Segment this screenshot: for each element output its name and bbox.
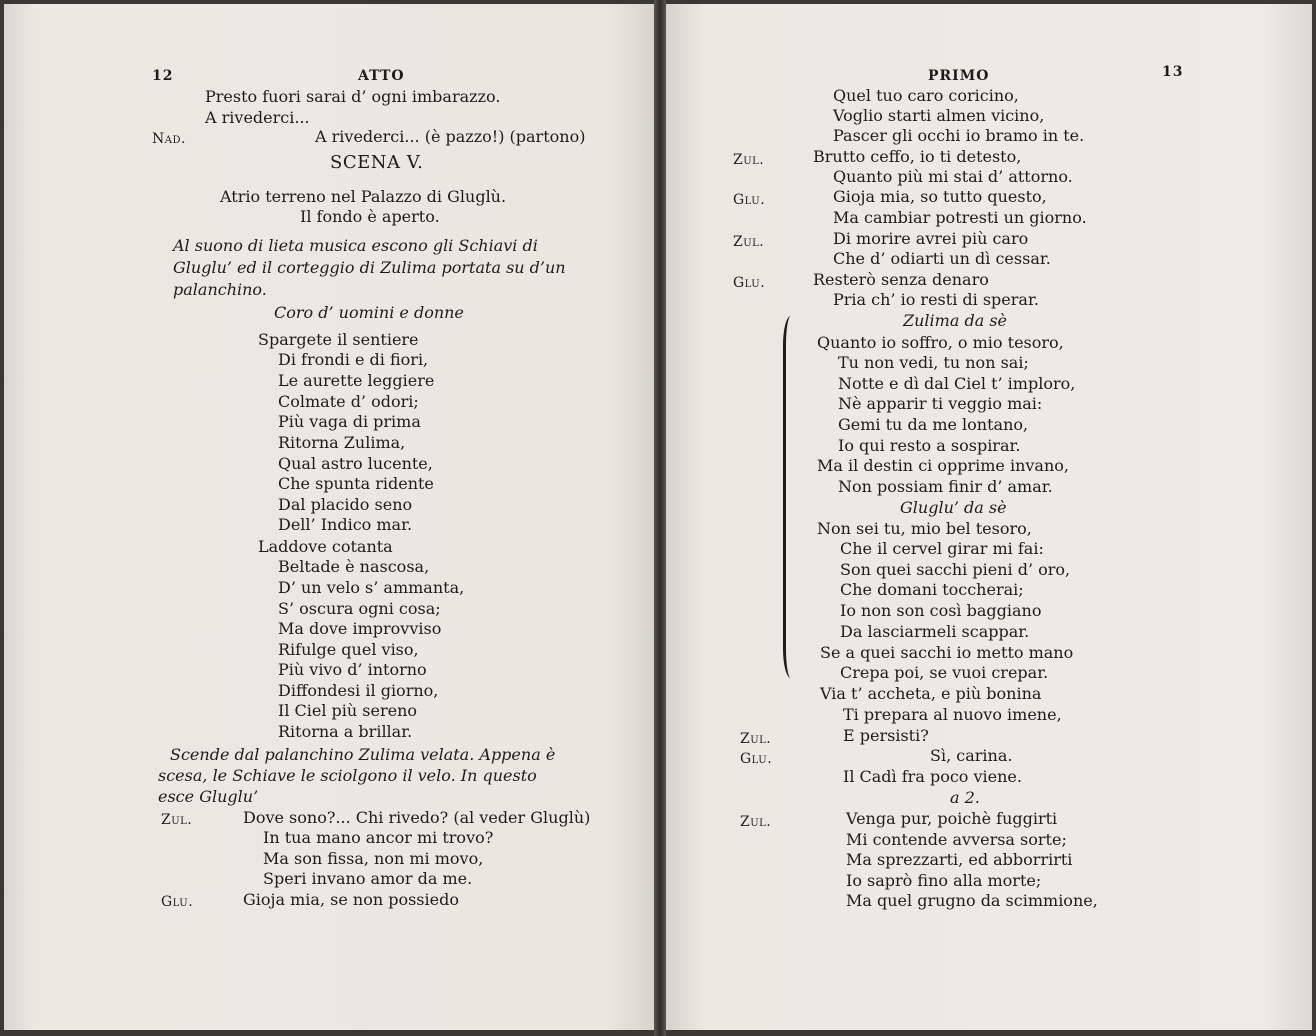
brace-bracket	[783, 316, 796, 678]
verse-line: Io qui resto a sospirar.	[838, 436, 1021, 455]
verse-line: Rifulge quel viso,	[278, 640, 419, 659]
running-head-right: PRIMO	[928, 68, 990, 84]
speaker-label: Zul.	[740, 814, 772, 830]
verse-line: Pascer gli occhi io bramo in te.	[833, 126, 1085, 145]
page-number-left: 12	[152, 68, 174, 84]
aside-heading: Gluglu’ da sè	[900, 498, 1007, 517]
verse-line: Pria ch’ io resti di sperar.	[833, 290, 1039, 309]
stage-direction: scesa, le Schiave le sciolgono il velo. In questo	[158, 766, 537, 785]
verse-line: Presto fuori sarai d’ ogni imbarazzo.	[205, 87, 501, 106]
verse-line: Ma quel grugno da scimmione,	[846, 891, 1098, 910]
speaker-label: Zul.	[740, 731, 772, 747]
verse-line: Quanto più mi stai d’ attorno.	[833, 167, 1073, 186]
running-head-left: ATTO	[358, 68, 405, 84]
verse-line: D’ un velo s’ ammanta,	[278, 578, 465, 597]
page-number-right: 13	[1162, 64, 1184, 80]
verse-line: Il Ciel più sereno	[278, 701, 418, 720]
verse-line: Notte e dì dal Ciel t’ imploro,	[838, 374, 1076, 393]
verse-line: Son quei sacchi pieni d’ oro,	[840, 560, 1071, 579]
verse-line: Più vivo d’ intorno	[278, 660, 427, 679]
book-gutter	[654, 0, 666, 1036]
verse-line: Ma sprezzarti, ed abborrirti	[846, 850, 1073, 869]
setting-line: Atrio terreno nel Palazzo di Gluglù.	[220, 187, 507, 206]
verse-line: Venga pur, poichè fuggirti	[846, 809, 1058, 828]
verse-line: Sì, carina.	[930, 746, 1013, 765]
verse-line: Spargete il sentiere	[258, 330, 419, 349]
verse-line: Che d’ odiarti un dì cessar.	[833, 249, 1051, 268]
verse-line: Non possiam finir d’ amar.	[838, 477, 1053, 496]
speaker-label: Glu.	[161, 894, 194, 910]
verse-line: Qual astro lucente,	[278, 454, 433, 473]
verse-line: Voglio starti almen vicino,	[833, 106, 1045, 125]
speaker-label: Zul.	[733, 152, 765, 168]
verse-line: Io saprò fino alla morte;	[846, 871, 1042, 890]
verse-line: Via t’ accheta, e più bonina	[820, 684, 1042, 703]
verse-line: S’ oscura ogni cosa;	[278, 599, 441, 618]
speaker-label: Glu.	[733, 192, 766, 208]
verse-line: Tu non vedi, tu non sai;	[838, 353, 1029, 372]
verse-line: Che il cervel girar mi fai:	[840, 539, 1044, 558]
verse-line: Dal placido seno	[278, 495, 413, 514]
stage-direction: Gluglu’ ed il corteggio di Zulima portata su d’un	[173, 258, 566, 277]
verse-line: Mi contende avversa sorte;	[846, 830, 1067, 849]
verse-line: Di morire avrei più caro	[833, 229, 1029, 248]
verse-line: Gioja mia, se non possiedo	[243, 890, 459, 909]
verse-line: Il Cadì fra poco viene.	[843, 767, 1022, 786]
stage-direction: esce Gluglu’	[158, 787, 259, 806]
verse-line: In tua mano ancor mi trovo?	[263, 828, 494, 847]
verse-line: Io non son così baggiano	[840, 601, 1042, 620]
verse-line: E persisti?	[843, 726, 929, 745]
verse-line: Diffondesi il giorno,	[278, 681, 439, 700]
stage-direction: palanchino.	[173, 280, 267, 299]
stage-direction: Al suono di lieta musica escono gli Schiavi di	[173, 236, 538, 255]
verse-line: Di frondi e di fiori,	[278, 350, 429, 369]
verse-line: Crepa poi, se vuoi crepar.	[840, 663, 1049, 682]
verse-line: Gioja mia, so tutto questo,	[833, 187, 1047, 206]
verse-line: Ma dove improvviso	[278, 619, 442, 638]
verse-line: Che domani toccherai;	[840, 580, 1024, 599]
speaker-label: Zul.	[733, 234, 765, 250]
verse-line: Resterò senza denaro	[813, 270, 989, 289]
verse-line: Ritorna a brillar.	[278, 722, 413, 741]
verse-line: A rivederci...	[205, 108, 310, 127]
duet-heading: a 2.	[950, 788, 980, 807]
aside-heading: Zulima da sè	[903, 311, 1007, 330]
verse-line: Ritorna Zulima,	[278, 433, 406, 452]
verse-line: Se a quei sacchi io metto mano	[820, 643, 1074, 662]
verse-line: Speri invano amor da me.	[263, 869, 473, 888]
verse-line: Ti prepara al nuovo imene,	[843, 705, 1062, 724]
verse-line: Gemi tu da me lontano,	[838, 415, 1029, 434]
scene-heading: SCENA V.	[330, 152, 424, 173]
setting-line: Il fondo è aperto.	[300, 207, 440, 226]
verse-line: Più vaga di prima	[278, 412, 421, 431]
verse-line: Beltade è nascosa,	[278, 557, 430, 576]
verse-line: Ma il destin ci opprime invano,	[817, 456, 1069, 475]
verse-line: A rivederci... (è pazzo!) (partono)	[315, 127, 586, 146]
verse-line: Colmate d’ odori;	[278, 392, 419, 411]
stage-direction: Scende dal palanchino Zulima velata. Appena è	[170, 745, 556, 764]
verse-line: Dove sono?... Chi rivedo? (al veder Gluglù)	[243, 808, 591, 827]
verse-line: Le aurette leggiere	[278, 371, 435, 390]
verse-line: Quanto io soffro, o mio tesoro,	[817, 333, 1064, 352]
verse-line: Non sei tu, mio bel tesoro,	[817, 519, 1032, 538]
verse-line: Che spunta ridente	[278, 474, 434, 493]
verse-line: Ma son fissa, non mi movo,	[263, 849, 484, 868]
verse-line: Ma cambiar potresti un giorno.	[833, 208, 1087, 227]
chorus-heading: Coro d’ uomini e donne	[274, 303, 464, 322]
speaker-label: Nad.	[152, 131, 186, 147]
verse-line: Nè apparir ti veggio mai:	[838, 394, 1043, 413]
speaker-label: Glu.	[733, 275, 766, 291]
verse-line: Quel tuo caro coricino,	[833, 86, 1019, 105]
speaker-label: Glu.	[740, 751, 773, 767]
speaker-label: Zul.	[161, 812, 193, 828]
verse-line: Brutto ceffo, io ti detesto,	[813, 147, 1022, 166]
verse-line: Laddove cotanta	[258, 537, 393, 556]
verse-line: Da lasciarmeli scappar.	[840, 622, 1030, 641]
verse-line: Dell’ Indico mar.	[278, 515, 413, 534]
